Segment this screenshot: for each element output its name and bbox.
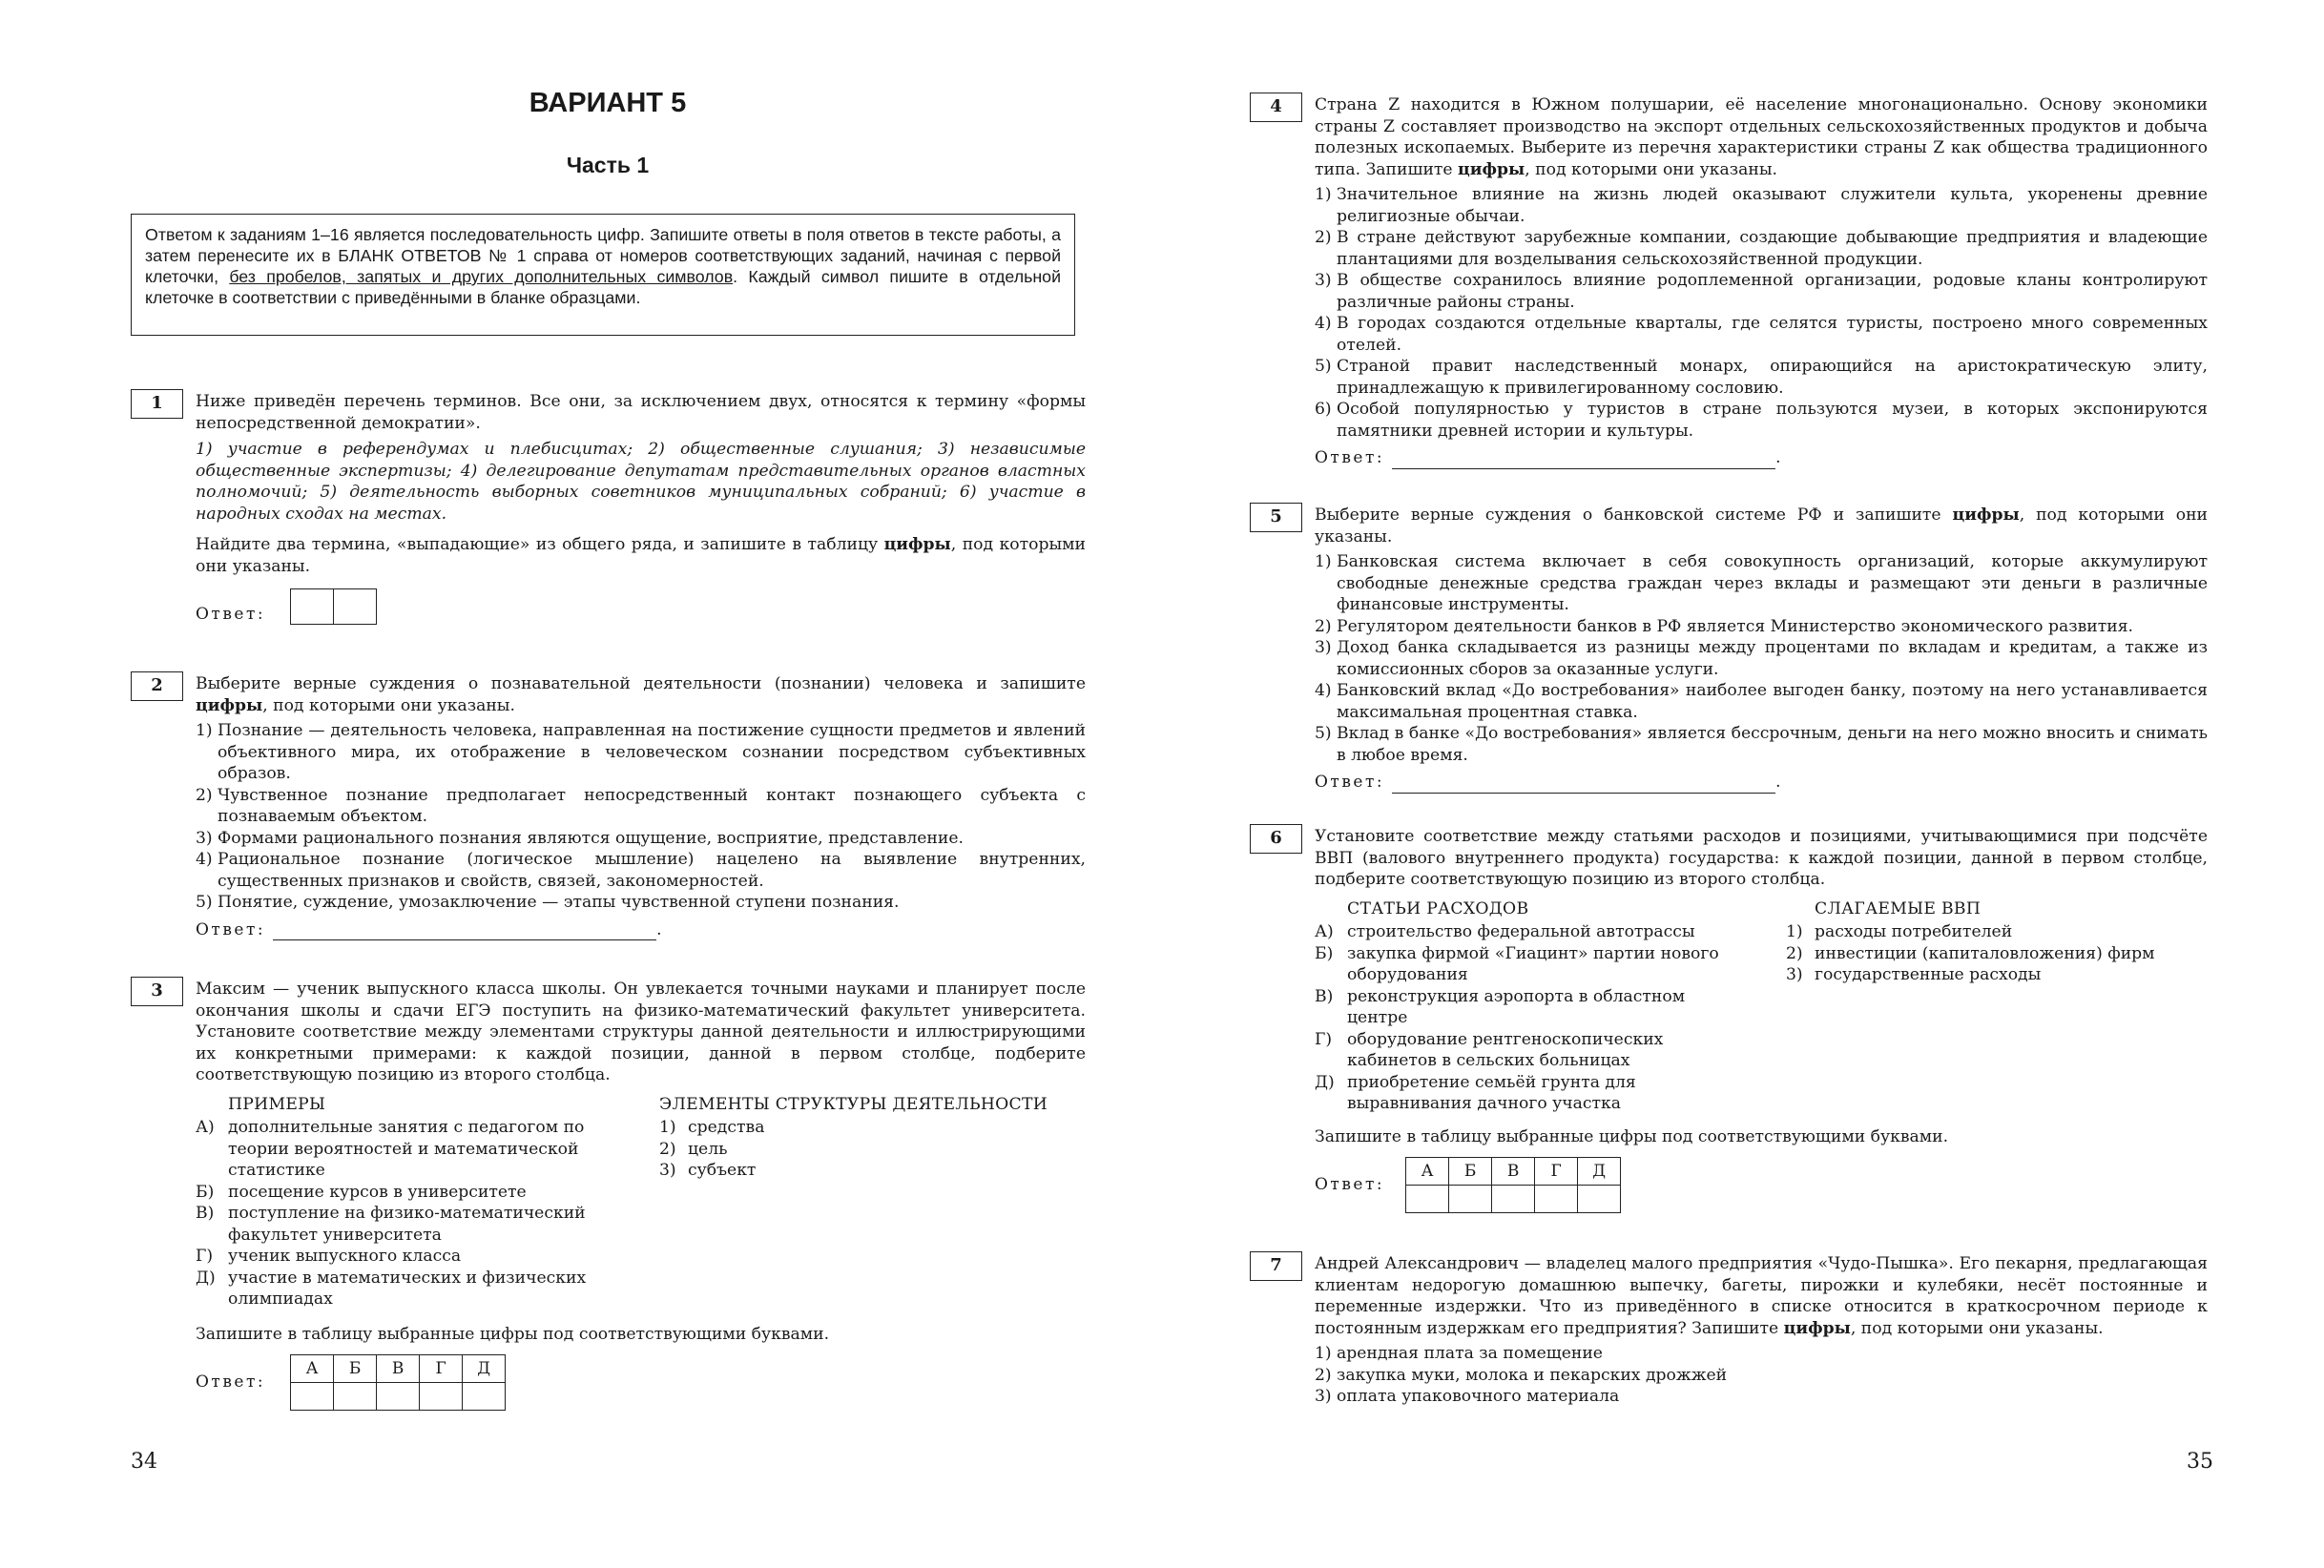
column-header: ЭЛЕМЕНТЫ СТРУКТУРЫ ДЕЯТЕЛЬНОСТИ [659,1094,1048,1114]
task-2-option-2: 2) Чувственное познание предполагает непосредственный контакт познающего субъекта с познаваемым объектом. [196,785,1086,826]
instructions-box [131,214,1075,336]
task-5-option-1: 1) Банковская система включает в себя совокупность организаций, которые аккумулируют свободные денежные средства граждан через вклады и размещают эти деньги в различные финансовые инструменты. [1315,552,2208,614]
letter-cell: Б [1449,1158,1492,1186]
task-4-question: Страна Z находится в Южном полушарии, её население многонационально. Основу экономики страны Z составляет производство на экспорт отдельных сельскохозяйственных продуктов и добыча полезных ископаемых. Выберите из перечня характеристики страны Z как общества традиционного типа. Запишите цифры, под которыми они указаны. [1315,95,2208,179]
task-4-option-4: 4) В городах создаются отдельные кварталы, где селятся туристы, построено много современных отелей. [1315,314,2208,355]
task-5-answer: Ответ: . [1315,773,1784,792]
answer-label: Ответ: [196,604,266,624]
answer-label: Ответ: [196,1372,266,1393]
letter-cell: В [377,1355,420,1383]
page-number: 34 [131,1450,157,1474]
task-number-3: 3 [131,977,183,1006]
task-number-5: 5 [1250,503,1302,532]
task-1-intro: Ниже приведён перечень терминов. Все они, за исключением двух, относятся к термину «формы непосредственной демократии». [196,392,1086,433]
answer-cell[interactable] [291,1383,334,1411]
answer-cell[interactable] [1492,1186,1535,1213]
task-4-option-5: 5) Страной правит наследственный монарх, опирающийся на аристократическую элиту, принадлежащую к привилегированному сословию. [1315,357,2208,398]
task-3-column-examples: ПРИМЕРЫ А) дополнительные занятия с педагогом по теории вероятностей и математической статистике Б) посещение курсов в университете В) поступление на физико-математический факультет университета Г) ученик выпускного класса Д) участие в математических и физических олимпиадах [196,1094,587,1309]
letter-cell: Г [1535,1158,1578,1186]
column-header: СЛАГАЕМЫЕ ВВП [1815,898,1982,918]
answer-cell[interactable] [463,1383,506,1411]
answer-line[interactable] [1392,451,1775,469]
task-number-4: 4 [1250,93,1302,122]
task-2-option-1: 1) Познание — деятельность человека, направленная на постижение сущности предметов и явлений объективного мира, их отображение в человеческом сознании посредством субъективных образов. [196,721,1086,783]
answer-cell[interactable] [1449,1186,1492,1213]
task-5-option-5: 5) Вклад в банке «До востребования» является бессрочным, деньги на него можно вносить и снимать в любое время. [1315,724,2208,765]
letter-cell: А [291,1355,334,1383]
answer-cell[interactable] [1535,1186,1578,1213]
task-3-intro: Максим — ученик выпускного класса школы. Он увлекается точными науками и планирует после окончания школы и сдачи ЕГЭ поступить на физико-математический факультет университета. Установите соответствие между элементами структуры данной деятельности и иллюстрирующими их конкретными примерами: к каждой позиции, данной в первом столбце, подберите соответствующую позицию из второго столбца. [196,980,1086,1084]
task-7-option-2: 2) закупка муки, молока и пекарских дрожжей [1315,1365,1728,1385]
task-number-2: 2 [131,671,183,701]
task-4 [1315,94,2208,469]
letter-cell: Г [420,1355,463,1383]
task-4-option-2: 2) В стране действуют зарубежные компании, создающие добывающие предприятия и владеющие плантациями для возделывания сельскохозяйственной продукции. [1315,228,2208,269]
column-header: СТАТЬИ РАСХОДОВ [1347,898,1529,918]
task-3-column-elements: ЭЛЕМЕНТЫ СТРУКТУРЫ ДЕЯТЕЛЬНОСТИ 1) средства 2) цель 3) субъект [659,1094,1048,1180]
task-1-answer [196,588,1086,625]
task-6-column-gdp: СЛАГАЕМЫЕ ВВП 1) расходы потребителей 2) инвестиции (капиталовложения) фирм 3) государственные расходы [1786,898,2155,984]
task-1-question: Найдите два термина, «выпадающие» из общего ряда, и запишите в таблицу цифры, под которыми они указаны. [196,535,1086,576]
answer-cell[interactable] [334,589,377,625]
task-3-columns [196,1094,1086,1310]
task-3-table-prompt: Запишите в таблицу выбранные цифры под соответствующими буквами. [196,1324,830,1344]
letter-cell: Д [463,1355,506,1383]
task-7-option-1: 1) арендная плата за помещение [1315,1344,1603,1363]
answer-line[interactable] [1392,775,1775,794]
task-2-answer: Ответ: . [196,919,665,939]
task-7 [1315,1253,2208,1408]
task-2-question: Выберите верные суждения о познавательной деятельности (познании) человека и запишите цифры, под которыми они указаны. [196,674,1086,715]
answer-cell[interactable] [1406,1186,1449,1213]
task-1 [196,391,1086,625]
task-1-terms: 1) участие в референдумах и плебисцитах; 2) общественные слушания; 3) независимые общественные экспертизы; 4) делегирование депутатам представительных органов властных полномочий; 5) деятельность выборных советников муниципальных собраний; 6) участие в народных сходах на местах. [196,440,1086,524]
answer-cell[interactable] [1578,1186,1621,1213]
task-6-column-expenses: СТАТЬИ РАСХОДОВ А) строительство федеральной автотрассы Б) закупка фирмой «Гиацинт» партии нового оборудования В) реконструкция аэропорта в областном центре Г) оборудование рентгеноскопических кабинетов в сельских больницах Д) приобретение семьёй грунта для выравнивания дачного участка [1315,898,1744,1115]
task-3-answer [196,1354,1086,1411]
answer-line[interactable] [273,922,656,940]
task-2-option-4: 4) Рациональное познание (логическое мышление) нацелено на выявление внутренних, существенных признаков и свойств, связей, закономерностей. [196,850,1086,891]
task-7-question: Андрей Александрович — владелец малого предприятия «Чудо-Пышка». Его пекарня, предлагающая клиентам недорогую домашнюю выпечку, багеты, пирожки и кулебяки, несёт постоянные и переменные издержки. Что из приведённого в списке относится в краткосрочном периоде к постоянным издержкам его предприятия? Запишите цифры, под которыми они указаны. [1315,1254,2208,1338]
task-6-answer [1315,1157,2208,1213]
task-6-columns [1315,898,2208,1115]
task-6-answer-table[interactable] [1405,1157,1621,1213]
task-2-option-3: 3) Формами рационального познания являются ощущение, восприятие, представление. [196,828,964,848]
letter-cell: А [1406,1158,1449,1186]
task-3-answer-table[interactable] [290,1354,506,1411]
task-5-option-2: 2) Регулятором деятельности банков в РФ является Министерство экономического развития. [1315,616,2134,636]
letter-cell: В [1492,1158,1535,1186]
task-number-1: 1 [131,389,183,419]
task-4-option-3: 3) В обществе сохранилось влияние родоплеменной организации, родовые кланы контролируют различные районы страны. [1315,271,2208,312]
task-7-option-3: 3) оплата упаковочного материала [1315,1387,1620,1406]
task-3 [196,979,1086,1411]
task-6-intro: Установите соответствие между статьями расходов и позициями, учитывающимися при подсчёте ВВП (валового внутреннего продукта) государства: к каждой позиции, данной в первом столбце, подберите соответствующую позицию из второго столбца. [1315,827,2208,889]
task-2 [196,673,1086,940]
task-5 [1315,505,2208,794]
answer-label: Ответ: [1315,448,1385,467]
answer-label: Ответ: [1315,1175,1385,1195]
task-number-7: 7 [1250,1251,1302,1281]
letter-cell: Д [1578,1158,1621,1186]
column-header: ПРИМЕРЫ [228,1094,326,1114]
instruction-text-end: . Каждый символ пишите в отдельной клеточке в соответствии с приведёнными в бланке образцами. [145,267,1061,307]
task-2-option-5: 5) Понятие, суждение, умозаключение — этапы чувственной ступени познания. [196,893,900,912]
variant-title: ВАРИАНТ 5 [529,88,687,118]
task-5-option-4: 4) Банковский вклад «До востребования» наиболее выгоден банку, поэтому на него устанавливается максимальная процентная ставка. [1315,681,2208,722]
answer-cell[interactable] [377,1383,420,1411]
letter-cell: Б [334,1355,377,1383]
task-4-option-6: 6) Особой популярностью у туристов в стране пользуются музеи, в которых экспонируются памятники древней истории и культуры. [1315,400,2208,441]
task-6 [1315,826,2208,1213]
instruction-underlined: без пробелов, запятых и других дополнительных символов [229,267,734,286]
answer-label: Ответ: [1315,773,1385,792]
answer-cell[interactable] [420,1383,463,1411]
answer-cell[interactable] [334,1383,377,1411]
task-4-option-1: 1) Значительное влияние на жизнь людей оказывают служители культа, укоренены древние религиозные обычаи. [1315,185,2208,226]
task-number-6: 6 [1250,824,1302,854]
task-5-question: Выберите верные суждения о банковской системе РФ и запишите цифры, под которыми они указаны. [1315,505,2208,547]
answer-cell[interactable] [291,589,334,625]
instruction-text: Ответом к заданиям 1–16 является последовательность цифр. Запишите ответы в поля ответов в тексте работы, а затем перенесите их в БЛАНК ОТВЕТОВ № 1 справа от номеров соответствующих заданий, начиная с первой клеточки, [145,225,1061,286]
task-1-answer-cells[interactable] [290,588,377,625]
answer-label: Ответ: [196,919,266,939]
part-title: Часть 1 [566,153,650,177]
task-6-table-prompt: Запишите в таблицу выбранные цифры под соответствующими буквами. [1315,1126,1949,1146]
task-4-answer: Ответ: . [1315,448,1784,467]
right-page [1162,0,2324,1568]
page-number: 35 [2187,1450,2213,1474]
task-5-option-3: 3) Доход банка складывается из разницы между процентами по вкладам и кредитам, а также из комиссионных сборов за оказанные услуги. [1315,638,2208,679]
